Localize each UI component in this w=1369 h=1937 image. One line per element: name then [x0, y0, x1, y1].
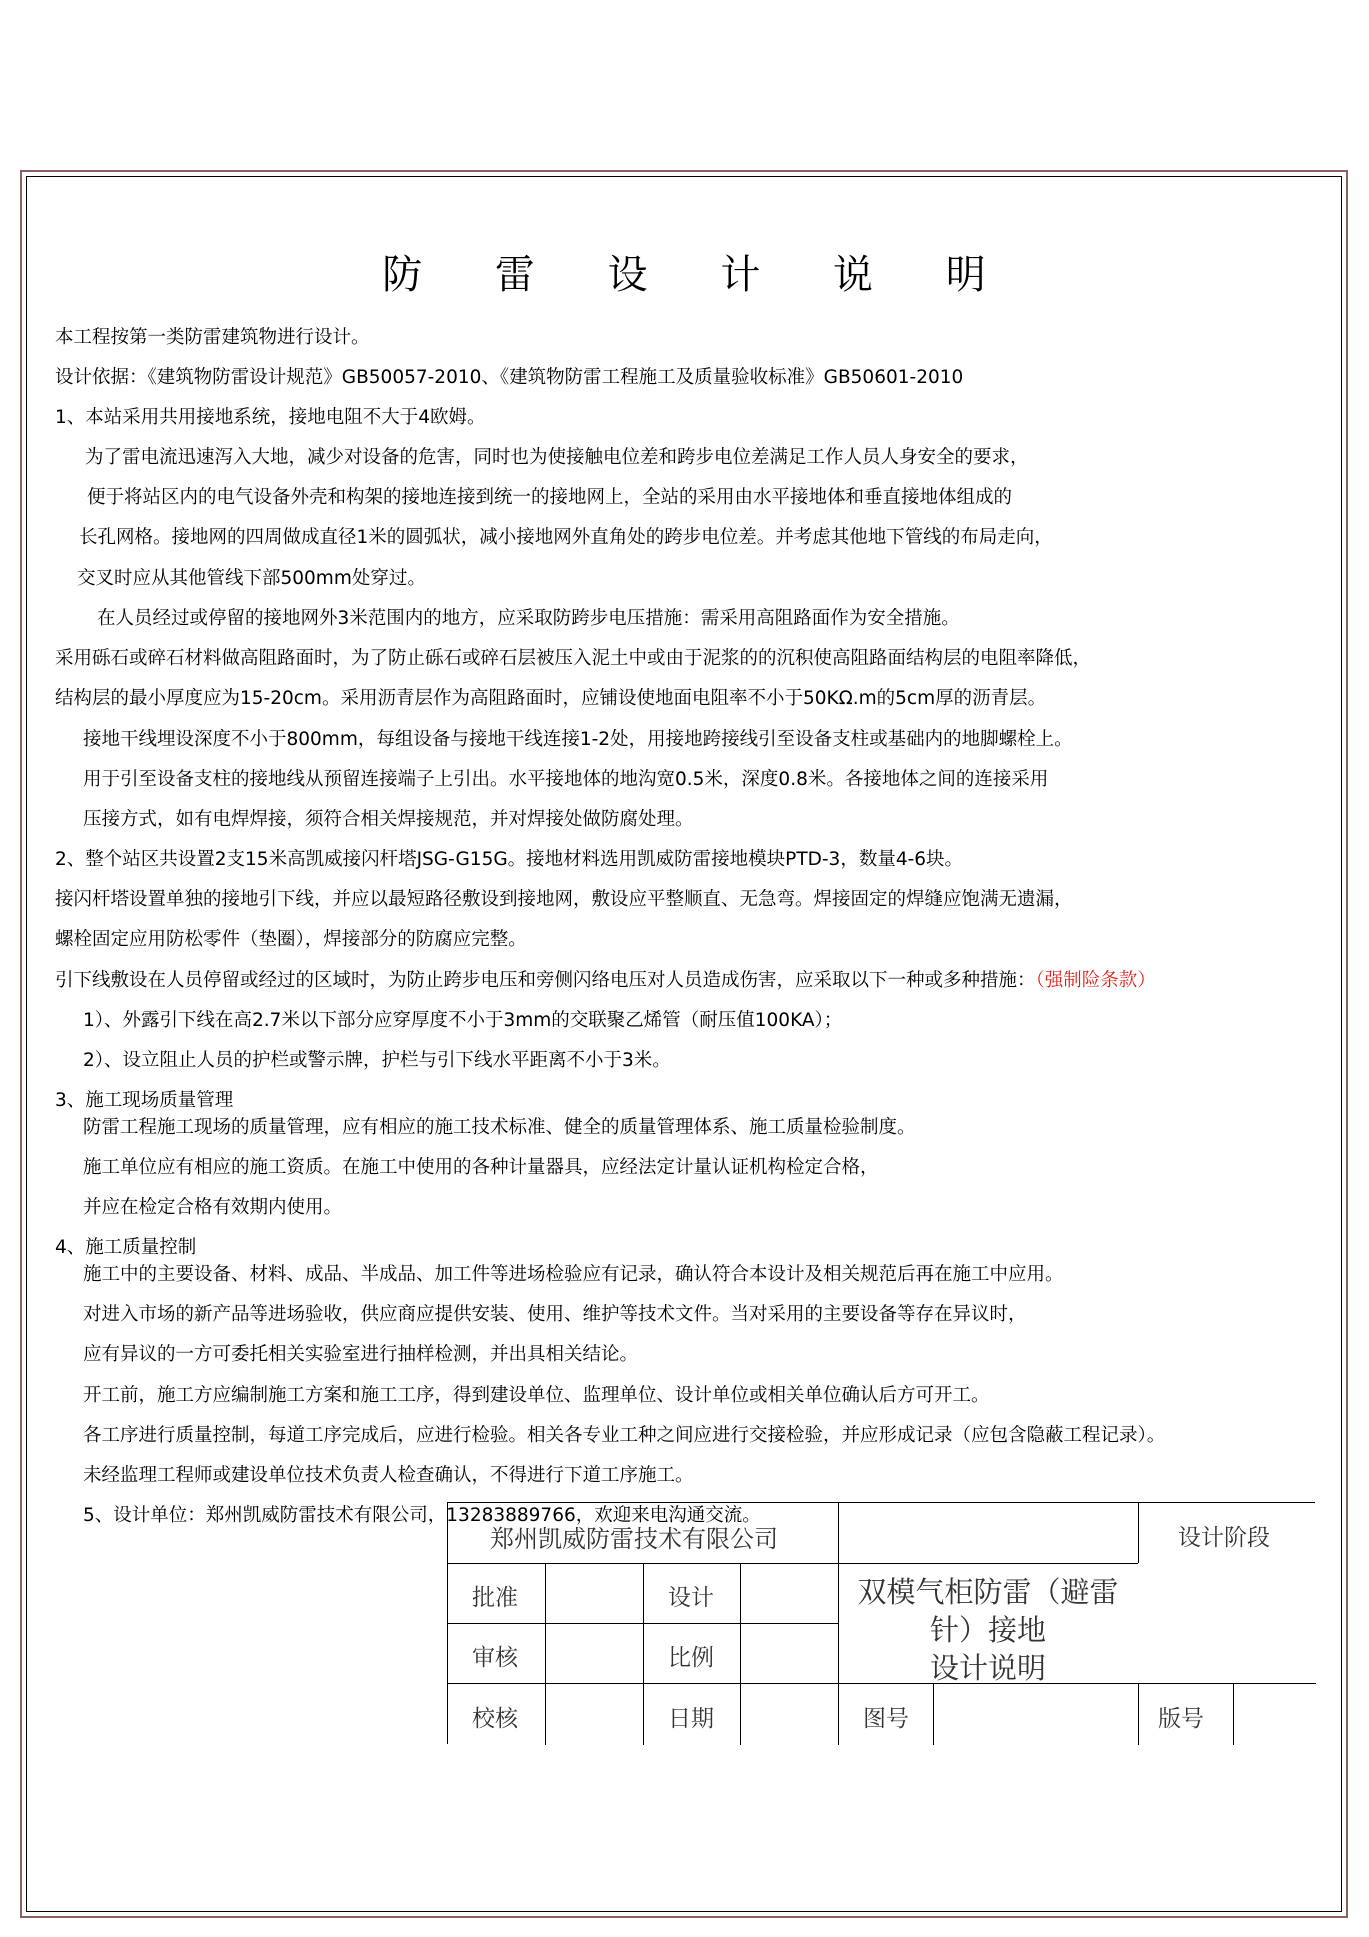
- text-line: 接地干线埋设深度不小于800mm，每组设备与接地干线连接1-2处，用接地跨接线引至设备支柱或基础内的地脚螺栓上。: [83, 729, 1073, 750]
- text-line: 接闪杆塔设置单独的接地引下线，并应以最短路径敷设到接地网，敷设应平整顺直、无急弯。焊接固定的焊缝应饱满无遗漏，: [55, 889, 1073, 910]
- text-line: 便于将站区内的电气设备外壳和构架的接地连接到统一的接地网上，全站的采用由水平接地体和垂直接地体组成的: [87, 487, 1013, 508]
- tb-line: [1138, 1503, 1139, 1563]
- tb-line: [448, 1563, 1138, 1564]
- text-line: 在人员经过或停留的接地网外3米范围内的地方，应采取防跨步电压措施：需采用高阻路面作为安全措施。: [97, 608, 960, 629]
- tb-line: [1138, 1683, 1139, 1745]
- text-line: 压接方式，如有电焊焊接，须符合相关焊接规范，并对焊接处做防腐处理。: [83, 809, 694, 830]
- tb-line: [643, 1563, 644, 1745]
- text-line: 防雷工程施工现场的质量管理，应有相应的施工技术标准、健全的质量管理体系、施工质量检验制度。: [83, 1117, 916, 1138]
- project-title-line1: 双模气柜防雷（避雷针）接地: [857, 1575, 1119, 1647]
- text-line: 本工程按第一类防雷建筑物进行设计。: [55, 327, 370, 348]
- check-label: 校核: [472, 1706, 518, 1732]
- text-line: 开工前，施工方应编制施工方案和施工工序，得到建设单位、监理单位、设计单位或相关单位确认后方可开工。: [83, 1385, 990, 1406]
- design-stage-label: 设计阶段: [1178, 1525, 1270, 1551]
- design-label: 设计: [668, 1585, 714, 1611]
- page-title: 防 雷 设 计 说 明: [382, 252, 1016, 298]
- title-block: [447, 1502, 1315, 1744]
- approve-label: 批准: [472, 1585, 518, 1611]
- tb-line: [740, 1563, 741, 1745]
- project-title-line2: 设计说明: [929, 1651, 1046, 1685]
- text-line: 2、整个站区共设置2支15米高凯威接闪杆塔JSG-G15G。接地材料选用凯威防雷接地模块PTD-3，数量4-6块。: [55, 849, 964, 870]
- tb-line: [545, 1563, 546, 1745]
- text-span: 引下线敷设在人员停留或经过的区域时，为防止跨步电压和旁侧闪络电压对人员造成伤害，应采取以下一种或多种措施：: [55, 970, 1036, 991]
- text-line: 施工中的主要设备、材料、成品、半成品、加工件等进场检验应有记录，确认符合本设计及相关规范后再在施工中应用。: [83, 1264, 1064, 1285]
- text-line: 施工单位应有相应的施工资质。在施工中使用的各种计量器具，应经法定计量认证机构检定合格，: [83, 1157, 879, 1178]
- company-name: 郑州凯威防雷技术有限公司: [490, 1525, 778, 1553]
- tb-line: [1233, 1683, 1234, 1745]
- review-label: 审核: [472, 1645, 518, 1671]
- version-label: 版号: [1158, 1706, 1204, 1732]
- text-line: 2）、设立阻止人员的护栏或警示牌，护栏与引下线水平距离不小于3米。: [83, 1050, 671, 1071]
- text-line: 未经监理工程师或建设单位技术负责人检查确认，不得进行下道工序施工。: [83, 1465, 694, 1486]
- text-line: 5、设计单位：郑州凯威防雷技术有限公司，13283889766，欢迎来电沟通交流。: [83, 1505, 761, 1526]
- text-line: 1）、外露引下线在高2.7米以下部分应穿厚度不小于3mm的交联聚乙烯管（耐压值100KA）；: [83, 1010, 843, 1031]
- text-line: 1、本站采用共用接地系统，接地电阻不大于4欧姆。: [55, 407, 486, 428]
- text-line: 对进入市场的新产品等进场验收，供应商应提供安装、使用、维护等技术文件。当对采用的主要设备等存在异议时，: [83, 1304, 1027, 1325]
- section-heading: 3、施工现场质量管理: [55, 1090, 234, 1111]
- date-label: 日期: [668, 1706, 714, 1732]
- text-line: 采用砾石或碎石材料做高阻路面时，为了防止砾石或碎石层被压入泥土中或由于泥浆的的沉积使高阻路面结构层的电阻率降低，: [55, 648, 1092, 669]
- scale-label: 比例: [668, 1645, 714, 1671]
- text-line: 各工序进行质量控制，每道工序完成后，应进行检验。相关各专业工种之间应进行交接检验，并应形成记录（应包含隐蔽工程记录）。: [83, 1425, 1166, 1446]
- text-line: 应有异议的一方可委托相关实验室进行抽样检测，并出具相关结论。: [83, 1344, 639, 1365]
- text-line: 并应在检定合格有效期内使用。: [83, 1197, 343, 1218]
- text-line: 螺栓固定应用防松零件（垫圈），焊接部分的防腐应完整。: [55, 929, 527, 950]
- drawing-no-label: 图号: [863, 1706, 909, 1732]
- text-line: 用于引至设备支柱的接地线从预留连接端子上引出。水平接地体的地沟宽0.5米，深度0.8米。各接地体之间的连接采用: [83, 769, 1049, 790]
- text-line: [55, 970, 1156, 992]
- text-line: 为了雷电流迅速泻入大地，减少对设备的危害，同时也为使接触电位差和跨步电位差满足工作人员人身安全的要求，: [85, 447, 1029, 468]
- tb-line: [933, 1683, 934, 1745]
- section-heading: 4、施工质量控制: [55, 1237, 197, 1258]
- text-line: 长孔网格。接地网的四周做成直径1米的圆弧状，减小接地网外直角处的跨步电位差。并考虑其他地下管线的布局走向，: [79, 527, 1053, 548]
- text-line: 结构层的最小厚度应为15-20cm。采用沥青层作为高阻路面时，应铺设使地面电阻率不小于50KΩ.m的5cm厚的沥青层。: [55, 688, 1047, 709]
- text-line: 交叉时应从其他管线下部500mm处穿过。: [77, 568, 426, 589]
- project-title: [838, 1573, 1138, 1687]
- mandatory-note: （强制险条款）: [1035, 970, 1156, 991]
- text-line: 设计依据：《建筑物防雷设计规范》GB50057-2010、《建筑物防雷工程施工及质量验收标准》GB50601-2010: [55, 367, 964, 388]
